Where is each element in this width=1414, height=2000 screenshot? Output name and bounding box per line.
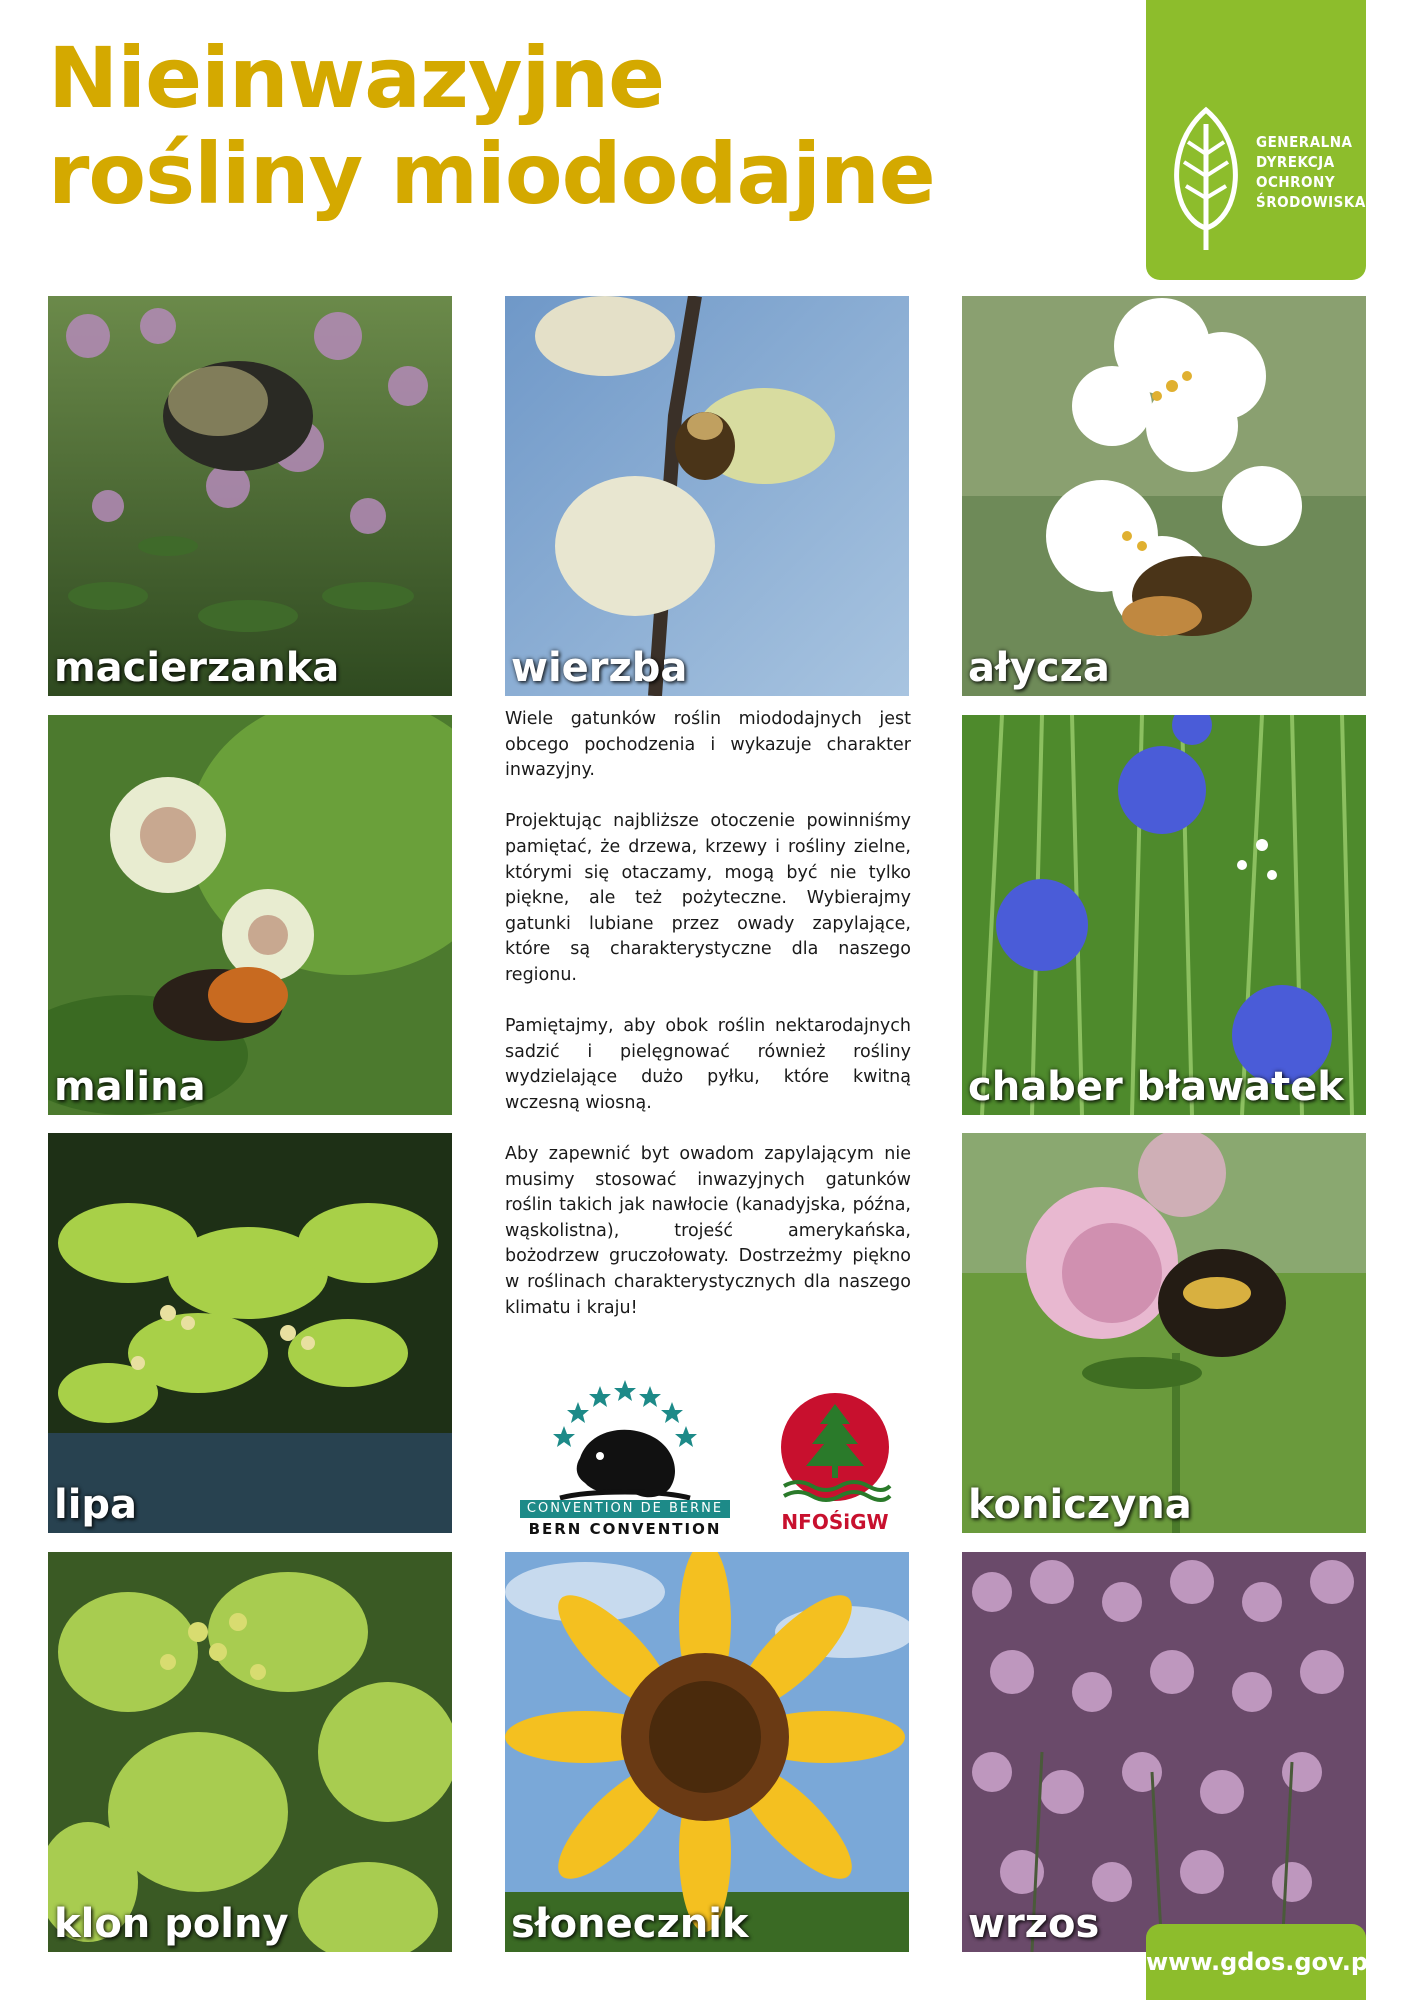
- organization-line-1: GENERALNA: [1256, 133, 1353, 151]
- tile-klon-polny: [48, 1552, 452, 1952]
- photo-koniczyna: [962, 1133, 1366, 1533]
- tile-label: ałycza: [968, 645, 1110, 691]
- tile-label: malina: [54, 1064, 206, 1110]
- info-paragraph-2: Projektując najbliższe otoczenie powinniśmy pamiętać, że drzewa, krzewy i rośliny zielne, którymi się otaczamy, mogą być nie tylko piękne, ale też pożyteczne. Wybierajmy gatunki lubiane przez owady zapylające, które są charakterystyczne dla naszego regionu.: [505, 811, 911, 985]
- tile-chaber-blawatek: [962, 715, 1366, 1115]
- tile-macierzanka: [48, 296, 452, 696]
- photo-alycza: [962, 296, 1366, 696]
- photo-klon-polny: [48, 1552, 452, 1952]
- info-paragraph-1: Wiele gatunków roślin miododajnych jest obcego pochodzenia i wykazuje charakter inwazyjny.: [505, 709, 911, 781]
- bern-convention-caption: [520, 1500, 730, 1540]
- tile-koniczyna: [962, 1133, 1366, 1533]
- tile-wrzos: [962, 1552, 1366, 1952]
- bern-convention-name: BERN CONVENTION: [528, 1520, 722, 1538]
- photo-malina: [48, 715, 452, 1115]
- tile-label: wrzos: [968, 1901, 1100, 1947]
- bern-convention-band: CONVENTION DE BERNE: [520, 1500, 730, 1518]
- page-title-line-2: rośliny miododajne: [48, 125, 935, 223]
- tile-label: chaber bławatek: [968, 1064, 1344, 1110]
- page-title-line-1: Nieinwazyjne: [48, 29, 665, 127]
- organization-name: [1256, 132, 1366, 212]
- page-title: [48, 30, 935, 222]
- tile-label: wierzba: [511, 645, 688, 691]
- nfosigw-logo: [778, 1390, 892, 1530]
- tile-label: lipa: [54, 1482, 138, 1528]
- info-text: [505, 707, 911, 1347]
- tile-malina: [48, 715, 452, 1115]
- photo-chaber-blawatek: [962, 715, 1366, 1115]
- organization-line-2: DYREKCJA: [1256, 153, 1335, 171]
- photo-wierzba: [505, 296, 909, 696]
- tile-label: słonecznik: [511, 1901, 749, 1947]
- tile-alycza: [962, 296, 1366, 696]
- tile-label: macierzanka: [54, 645, 340, 691]
- photo-slonecznik: [505, 1552, 909, 1952]
- photo-lipa: [48, 1133, 452, 1533]
- gdos-logo: [1146, 0, 1366, 280]
- info-paragraph-3: Pamiętajmy, aby obok roślin nektarodajnych sadzić i pielęgnować również rośliny wydzielające dużo pyłku, które kwitną wczesną wiosną.: [505, 1016, 911, 1113]
- nfosigw-name: NFOŚiGW: [781, 1510, 889, 1534]
- leaf-icon: [1168, 104, 1244, 254]
- website-link[interactable]: www.gdos.gov.pl: [1146, 1924, 1366, 2000]
- tile-wierzba: [505, 296, 909, 696]
- photo-macierzanka: [48, 296, 452, 696]
- tile-slonecznik: [505, 1552, 909, 1952]
- tile-label: klon polny: [54, 1901, 289, 1947]
- organization-line-3: OCHRONY: [1256, 173, 1336, 191]
- tile-label: koniczyna: [968, 1482, 1192, 1528]
- tile-lipa: [48, 1133, 452, 1533]
- photo-wrzos: [962, 1552, 1366, 1952]
- info-paragraph-4: Aby zapewnić byt owadom zapylającym nie musimy stosować inwazyjnych gatunków roślin takich jak nawłocie (kanadyjska, późna, wąskolistna), trojeść amerykańska, bożodrzew gruczołowaty. Dostrzeżmy piękno w roślinach charakterystycznych dla naszego klimatu i kraju!: [505, 1144, 911, 1318]
- organization-line-4: ŚRODOWISKA: [1256, 193, 1366, 211]
